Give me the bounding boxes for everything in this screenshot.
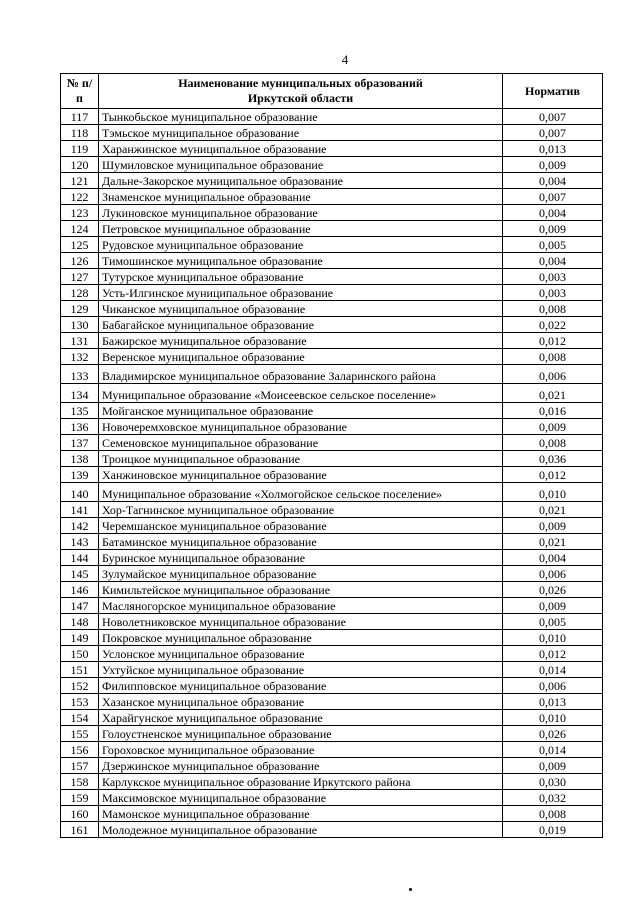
row-number: 147 (61, 598, 99, 614)
row-value: 0,021 (503, 502, 603, 518)
row-number: 143 (61, 534, 99, 550)
table-row (61, 582, 603, 598)
row-name: Веренское муниципальное образование (99, 349, 503, 365)
row-name: Семеновское муниципальное образование (99, 435, 503, 451)
table-row (61, 349, 603, 365)
row-number: 140 (61, 483, 99, 502)
row-name: Мамонское муниципальное образование (99, 806, 503, 822)
row-name: Ханжиновское муниципальное образование (99, 467, 503, 483)
table-row (61, 221, 603, 237)
row-name: Лукиновское муниципальное образование (99, 205, 503, 221)
stray-dot-mark (409, 888, 412, 891)
row-number: 157 (61, 758, 99, 774)
table-row (61, 269, 603, 285)
row-number: 125 (61, 237, 99, 253)
row-value: 0,006 (503, 566, 603, 582)
row-number: 134 (61, 384, 99, 403)
table-row (61, 662, 603, 678)
row-value: 0,009 (503, 221, 603, 237)
row-number: 121 (61, 173, 99, 189)
row-number: 160 (61, 806, 99, 822)
row-number: 123 (61, 205, 99, 221)
table-row (61, 822, 603, 838)
table-row (61, 774, 603, 790)
row-name: Троицкое муниципальное образование (99, 451, 503, 467)
row-value: 0,016 (503, 403, 603, 419)
row-number: 130 (61, 317, 99, 333)
row-value: 0,021 (503, 384, 603, 403)
row-number: 118 (61, 125, 99, 141)
table-row (61, 141, 603, 157)
row-name: Муниципальное образование «Холмогойское сельское поселение» (99, 483, 503, 502)
row-number: 158 (61, 774, 99, 790)
row-number: 139 (61, 467, 99, 483)
row-number: 117 (61, 109, 99, 125)
row-number: 155 (61, 726, 99, 742)
table-row (61, 205, 603, 221)
table-row (61, 806, 603, 822)
row-number: 146 (61, 582, 99, 598)
row-value: 0,036 (503, 451, 603, 467)
row-name: Бажирское муниципальное образование (99, 333, 503, 349)
row-name: Дзержинское муниципальное образование (99, 758, 503, 774)
table-row (61, 550, 603, 566)
table-row (61, 483, 603, 502)
row-value: 0,010 (503, 483, 603, 502)
header-name-line2: Иркутской области (247, 91, 354, 105)
row-number: 159 (61, 790, 99, 806)
table-row (61, 109, 603, 125)
table-row (61, 758, 603, 774)
row-number: 137 (61, 435, 99, 451)
row-name: Хор-Тагнинское муниципальное образование (99, 502, 503, 518)
header-value: Норматив (503, 74, 603, 109)
row-value: 0,005 (503, 237, 603, 253)
row-value: 0,003 (503, 269, 603, 285)
table-row (61, 451, 603, 467)
table-row (61, 598, 603, 614)
row-value: 0,004 (503, 253, 603, 269)
row-value: 0,026 (503, 582, 603, 598)
table-row (61, 333, 603, 349)
table-row (61, 646, 603, 662)
row-value: 0,008 (503, 349, 603, 365)
row-name: Покровское муниципальное образование (99, 630, 503, 646)
row-value: 0,004 (503, 550, 603, 566)
row-name: Голоустненское муниципальное образование (99, 726, 503, 742)
row-value: 0,019 (503, 822, 603, 838)
row-value: 0,007 (503, 109, 603, 125)
page-number: 4 (341, 52, 349, 67)
row-value: 0,003 (503, 285, 603, 301)
row-name: Черемшанское муниципальное образование (99, 518, 503, 534)
row-value: 0,014 (503, 742, 603, 758)
row-value: 0,005 (503, 614, 603, 630)
row-number: 135 (61, 403, 99, 419)
row-value: 0,009 (503, 598, 603, 614)
row-name: Карлукское муниципальное образование Иркутского района (99, 774, 503, 790)
row-value: 0,009 (503, 518, 603, 534)
row-name: Харайгунское муниципальное образование (99, 710, 503, 726)
row-value: 0,006 (503, 365, 603, 384)
row-name: Ухтуйское муниципальное образование (99, 662, 503, 678)
row-value: 0,012 (503, 467, 603, 483)
row-number: 127 (61, 269, 99, 285)
row-name: Бабагайское муниципальное образование (99, 317, 503, 333)
row-name: Тэмьское муниципальное образование (99, 125, 503, 141)
header-name-line1: Наименование муниципальных образований (178, 76, 423, 90)
row-number: 133 (61, 365, 99, 384)
table-row (61, 317, 603, 333)
row-name: Мойганское муниципальное образование (99, 403, 503, 419)
row-number: 142 (61, 518, 99, 534)
table-row (61, 467, 603, 483)
row-number: 151 (61, 662, 99, 678)
row-number: 148 (61, 614, 99, 630)
table-row (61, 694, 603, 710)
table-row (61, 502, 603, 518)
row-name: Максимовское муниципальное образование (99, 790, 503, 806)
row-number: 145 (61, 566, 99, 582)
row-name: Чиканское муниципальное образование (99, 301, 503, 317)
row-name: Масляногорское муниципальное образование (99, 598, 503, 614)
row-value: 0,004 (503, 205, 603, 221)
row-number: 154 (61, 710, 99, 726)
table-body (61, 109, 603, 838)
table-row (61, 678, 603, 694)
row-number: 161 (61, 822, 99, 838)
row-value: 0,010 (503, 710, 603, 726)
row-value: 0,013 (503, 141, 603, 157)
row-name: Муниципальное образование «Моисеевское сельское поселение» (99, 384, 503, 403)
row-number: 149 (61, 630, 99, 646)
table-row (61, 384, 603, 403)
table-row (61, 173, 603, 189)
row-name: Дальне-Закорское муниципальное образование (99, 173, 503, 189)
row-value: 0,012 (503, 333, 603, 349)
table-row (61, 365, 603, 384)
row-value: 0,006 (503, 678, 603, 694)
row-number: 128 (61, 285, 99, 301)
table-row (61, 419, 603, 435)
table-row (61, 253, 603, 269)
header-number: № п/п (61, 74, 99, 109)
row-number: 138 (61, 451, 99, 467)
row-value: 0,009 (503, 157, 603, 173)
row-number: 141 (61, 502, 99, 518)
table-row (61, 125, 603, 141)
row-name: Буринское муниципальное образование (99, 550, 503, 566)
row-name: Владимирское муниципальное образование Заларинского района (99, 365, 503, 384)
row-value: 0,007 (503, 125, 603, 141)
row-name: Харанжинское муниципальное образование (99, 141, 503, 157)
row-name: Молодежное муниципальное образование (99, 822, 503, 838)
row-name: Филипповское муниципальное образование (99, 678, 503, 694)
row-number: 144 (61, 550, 99, 566)
row-name: Тутурское муниципальное образование (99, 269, 503, 285)
row-value: 0,008 (503, 301, 603, 317)
row-value: 0,013 (503, 694, 603, 710)
row-value: 0,032 (503, 790, 603, 806)
row-value: 0,008 (503, 435, 603, 451)
table-row (61, 726, 603, 742)
row-number: 126 (61, 253, 99, 269)
row-number: 136 (61, 419, 99, 435)
row-value: 0,010 (503, 630, 603, 646)
row-name: Хазанское муниципальное образование (99, 694, 503, 710)
row-number: 122 (61, 189, 99, 205)
row-value: 0,009 (503, 419, 603, 435)
row-value: 0,030 (503, 774, 603, 790)
table-header-row (61, 74, 603, 109)
table-row (61, 614, 603, 630)
row-value: 0,026 (503, 726, 603, 742)
table-row (61, 435, 603, 451)
row-number: 124 (61, 221, 99, 237)
row-value: 0,009 (503, 758, 603, 774)
row-name: Батаминское муниципальное образование (99, 534, 503, 550)
row-name: Рудовское муниципальное образование (99, 237, 503, 253)
row-number: 153 (61, 694, 99, 710)
table-row (61, 518, 603, 534)
row-name: Гороховское муниципальное образование (99, 742, 503, 758)
table-row (61, 301, 603, 317)
table-row (61, 285, 603, 301)
row-number: 152 (61, 678, 99, 694)
row-name: Зулумайское муниципальное образование (99, 566, 503, 582)
row-name: Знаменское муниципальное образование (99, 189, 503, 205)
row-name: Тынкобьское муниципальное образование (99, 109, 503, 125)
row-value: 0,008 (503, 806, 603, 822)
row-number: 131 (61, 333, 99, 349)
table-row (61, 630, 603, 646)
row-name: Петровское муниципальное образование (99, 221, 503, 237)
row-number: 129 (61, 301, 99, 317)
table-row (61, 790, 603, 806)
row-name: Новочеремховское муниципальное образование (99, 419, 503, 435)
row-value: 0,007 (503, 189, 603, 205)
row-value: 0,014 (503, 662, 603, 678)
table-row (61, 403, 603, 419)
row-value: 0,012 (503, 646, 603, 662)
row-number: 132 (61, 349, 99, 365)
row-name: Услонское муниципальное образование (99, 646, 503, 662)
row-value: 0,022 (503, 317, 603, 333)
row-value: 0,021 (503, 534, 603, 550)
row-name: Новолетниковское муниципальное образование (99, 614, 503, 630)
row-name: Усть-Илгинское муниципальное образование (99, 285, 503, 301)
table-row (61, 157, 603, 173)
norm-table (60, 73, 603, 838)
row-number: 156 (61, 742, 99, 758)
row-number: 120 (61, 157, 99, 173)
table-row (61, 189, 603, 205)
row-value: 0,004 (503, 173, 603, 189)
row-name: Шумиловское муниципальное образование (99, 157, 503, 173)
row-number: 119 (61, 141, 99, 157)
table-row (61, 566, 603, 582)
table-row (61, 534, 603, 550)
table-row (61, 237, 603, 253)
header-name (99, 74, 503, 109)
table-row (61, 710, 603, 726)
row-number: 150 (61, 646, 99, 662)
row-name: Кимильтейское муниципальное образование (99, 582, 503, 598)
table-row (61, 742, 603, 758)
row-name: Тимошинское муниципальное образование (99, 253, 503, 269)
